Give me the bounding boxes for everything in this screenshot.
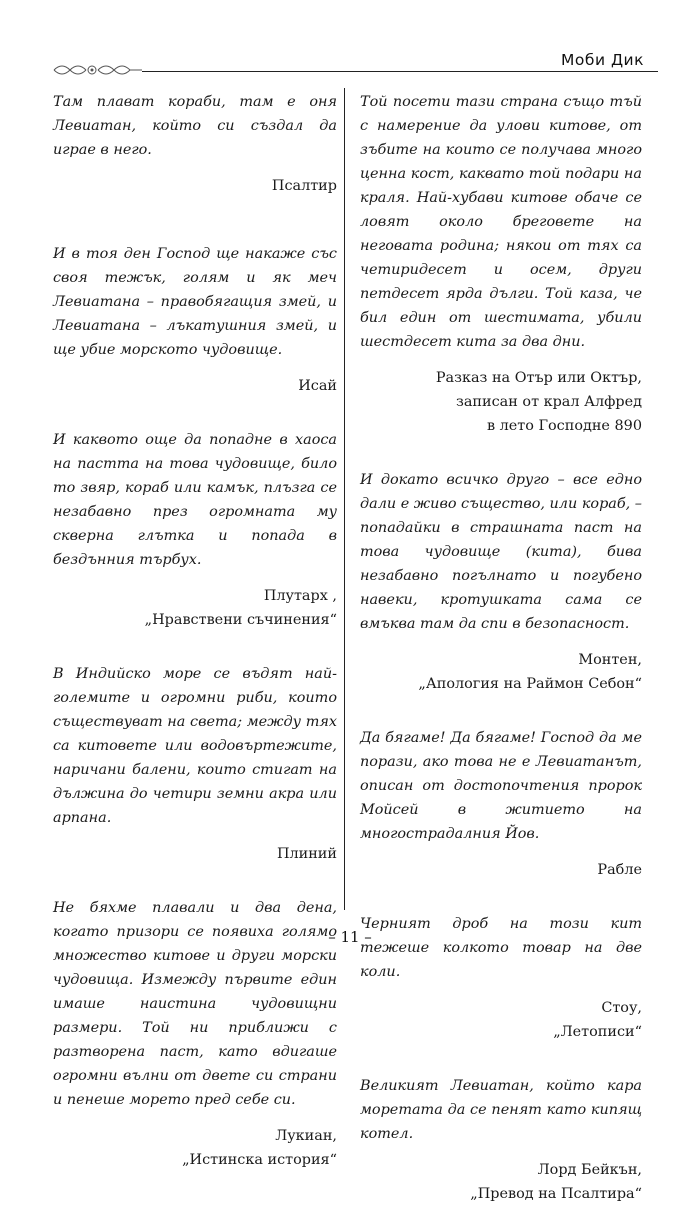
quote-entry bbox=[360, 90, 642, 438]
left-column bbox=[53, 90, 337, 1172]
quote-text: И докато всичко друго – все едно дали е живо същество, или кораб, – попадайки в страшната паст на това чудовище (кита), бива незабавно погълнато и погубено навеки, кротушката сама се вмъква там да спи в безопасност. bbox=[360, 472, 642, 632]
quote-source: Плиний bbox=[276, 846, 337, 862]
quote-entry bbox=[53, 90, 337, 198]
quote-text: В Индийско море се въдят най-големите и огромни риби, които съществуват на света; между тях са китовете или водовъртежите, наричани балени, които стигат на дължина до четири земни акра или арпана. bbox=[53, 666, 337, 826]
quote-entry bbox=[53, 428, 337, 632]
quote-entry bbox=[53, 242, 337, 398]
quote-source: Лукиан, „Истинска история“ bbox=[182, 1128, 337, 1168]
quote-source: Лорд Бейкън, „Превод на Псалтира“ bbox=[470, 1162, 642, 1202]
right-column bbox=[360, 90, 642, 1206]
column-divider bbox=[344, 88, 345, 910]
quote-source: Стоу, „Летописи“ bbox=[553, 1000, 642, 1040]
quote-source: Исай bbox=[298, 378, 337, 394]
quote-text: Той посети тази страна също тъй с намерение да улови китове, от зъбите на които се получава много ценна кост, каквато той подари на краля. Най-хубави китове обаче се ловят около бреговете на неговата родина; някои от тях са четиридесет и осем, други петдесет ярда дълги. Той каза, че бил един от шестимата, убили шестдесет кита за два дни. bbox=[360, 94, 642, 350]
quote-text: Там плават кораби, там е оня Левиатан, който си създал да играе в него. bbox=[53, 94, 337, 158]
quote-source: Рабле bbox=[597, 862, 642, 878]
quote-entry bbox=[360, 726, 642, 882]
quote-text: Да бягаме! Да бягаме! Господ да ме порази, ако това не е Левиатанът, описан от достопочтения пророк Мойсей в житието на многострадалния Йов. bbox=[360, 730, 642, 842]
quote-entry bbox=[360, 1074, 642, 1206]
quote-source: Плутарх , „Нравствени съчинения“ bbox=[144, 588, 337, 628]
header-rule bbox=[142, 71, 658, 72]
ornament-icon bbox=[52, 60, 142, 80]
quote-source: Монтен, „Апология на Раймон Себон“ bbox=[418, 652, 642, 692]
page-number: – 11 – bbox=[328, 928, 372, 946]
quote-text: Черният дроб на този кит тежеше колкото товар на две коли. bbox=[360, 916, 642, 980]
quote-text: И каквото още да попадне в хаоса на пастта на това чудовище, било то звяр, кораб или камък, плъзга се незабавно през огромната му скверна глътка и попада в бездънния търбух. bbox=[53, 432, 337, 568]
quote-source: Разказ на Отър или Октър, записан от крал Алфред в лето Господне 890 bbox=[435, 370, 642, 434]
quote-text: Великият Левиатан, който кара моретата да се пенят като кипящ котел. bbox=[360, 1078, 642, 1142]
quote-entry bbox=[360, 468, 642, 696]
header-title: Моби Дик bbox=[561, 51, 644, 69]
quote-text: И в тоя ден Господ ще накаже със своя тежък, голям и як меч Левиатана – правобягащия змей, и Левиатана – лъкатушния змей, и ще убие морското чудовище. bbox=[53, 246, 337, 358]
quote-entry bbox=[53, 662, 337, 866]
quote-source: Псалтир bbox=[271, 178, 337, 194]
quote-text: Не бяхме плавали и два дена, когато призори се появиха голямо множество китове и други морски чудовища. Измежду първите един имаше наистина чудовищни размери. Той ни приближи с разтворена паст, като вдигаше огромни вълни от двете си страни и пенеше морето пред себе си. bbox=[53, 900, 337, 1108]
